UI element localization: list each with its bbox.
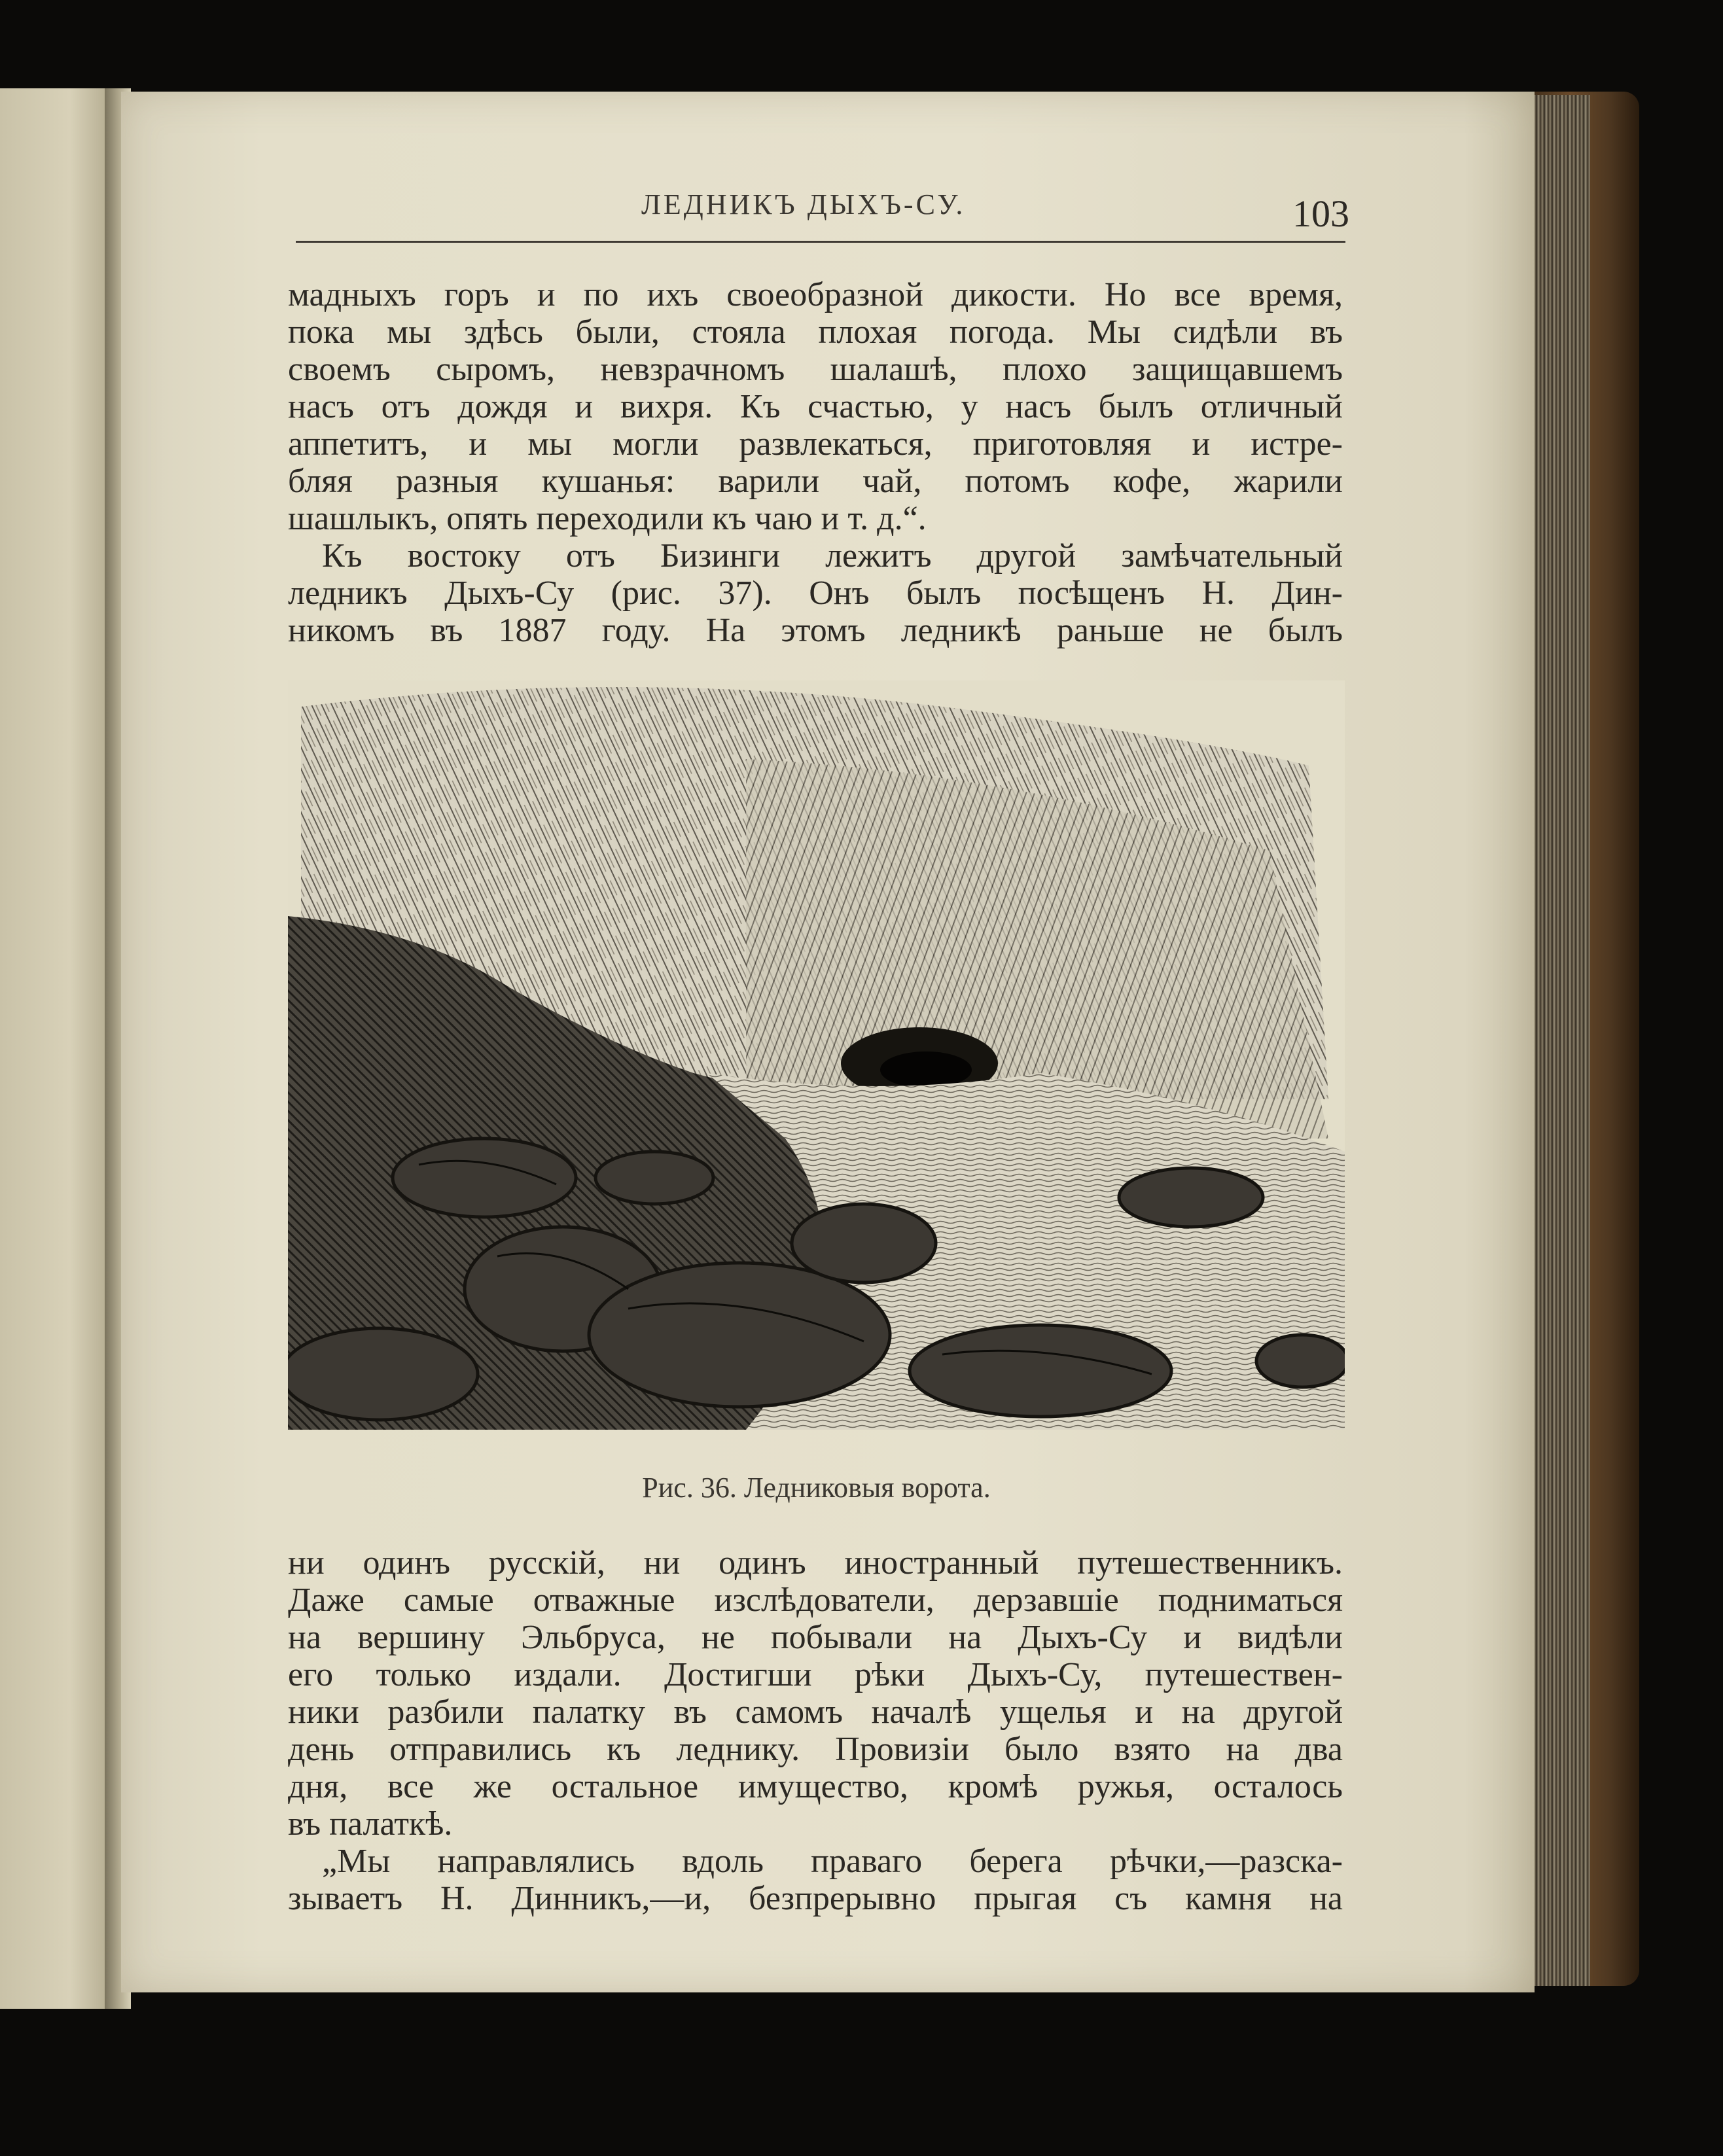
text-line: шашлыкъ, опять переходили къ чаю и т. д.“. [288, 500, 927, 537]
text-line: ледникъ Дыхъ-Су (рис. 37). Онъ былъ посѣщенъ Н. Дин- [288, 574, 1343, 612]
header-rule [296, 241, 1345, 243]
body-text-bottom [288, 1544, 1348, 1917]
running-title: ЛЕДНИКЪ ДЫХЪ-СУ. [641, 188, 966, 221]
text-line: день отправились къ леднику. Провизіи было взято на два [288, 1731, 1343, 1768]
glacier-illustration [288, 680, 1345, 1430]
text-line: никомъ въ 1887 году. На этомъ ледникѣ раньше не былъ [288, 612, 1343, 649]
page-number: 103 [1292, 192, 1349, 235]
text-line: „Мы направлялись вдоль праваго берега рѣчки,—разска- [322, 1843, 1343, 1880]
text-line: дня, все же остальное имущество, кромѣ ружья, осталось [288, 1768, 1343, 1805]
text-line: Къ востоку отъ Бизинги лежитъ другой замѣчательный [322, 537, 1343, 574]
text-line: на вершину Эльбруса, не побывали на Дыхъ-Су и видѣли [288, 1619, 1343, 1656]
body-text-top [288, 276, 1348, 649]
text-line: его только издали. Достигши рѣки Дыхъ-Су, путешествен- [288, 1656, 1343, 1693]
text-line: Даже самые отважные изслѣдователи, дерзавшіе подниматься [288, 1582, 1343, 1619]
text-line: пока мы здѣсь были, стояла плохая погода. Мы сидѣли въ [288, 313, 1343, 351]
left-page-edge [0, 88, 116, 2009]
text-line: аппетитъ, и мы могли развлекаться, приготовляя и истре- [288, 425, 1343, 463]
running-head [294, 180, 1349, 235]
text-line: ни одинъ русскій, ни одинъ иностранный путешественникъ. [288, 1544, 1343, 1582]
text-line: ники разбили палатку въ самомъ началѣ ущелья и на другой [288, 1693, 1343, 1731]
figure-caption: Рис. 36. Ледниковыя ворота. [642, 1472, 991, 1504]
text-line: зываетъ Н. Динникъ,—и, безпрерывно прыгая съ камня на [288, 1880, 1343, 1917]
text-line: въ палаткѣ. [288, 1805, 453, 1843]
page-edges [1525, 95, 1590, 1986]
text-line: насъ отъ дождя и вихря. Къ счастью, у насъ былъ отличный [288, 388, 1343, 425]
text-line: бляя разныя кушанья: варили чай, потомъ кофе, жарили [288, 463, 1343, 500]
text-line: мадныхъ горъ и по ихъ своеобразной дикости. Но все время, [288, 276, 1343, 313]
text-line: своемъ сыромъ, невзрачномъ шалашѣ, плохо защищавшемъ [288, 351, 1343, 388]
glacier-engraving [288, 680, 1345, 1430]
